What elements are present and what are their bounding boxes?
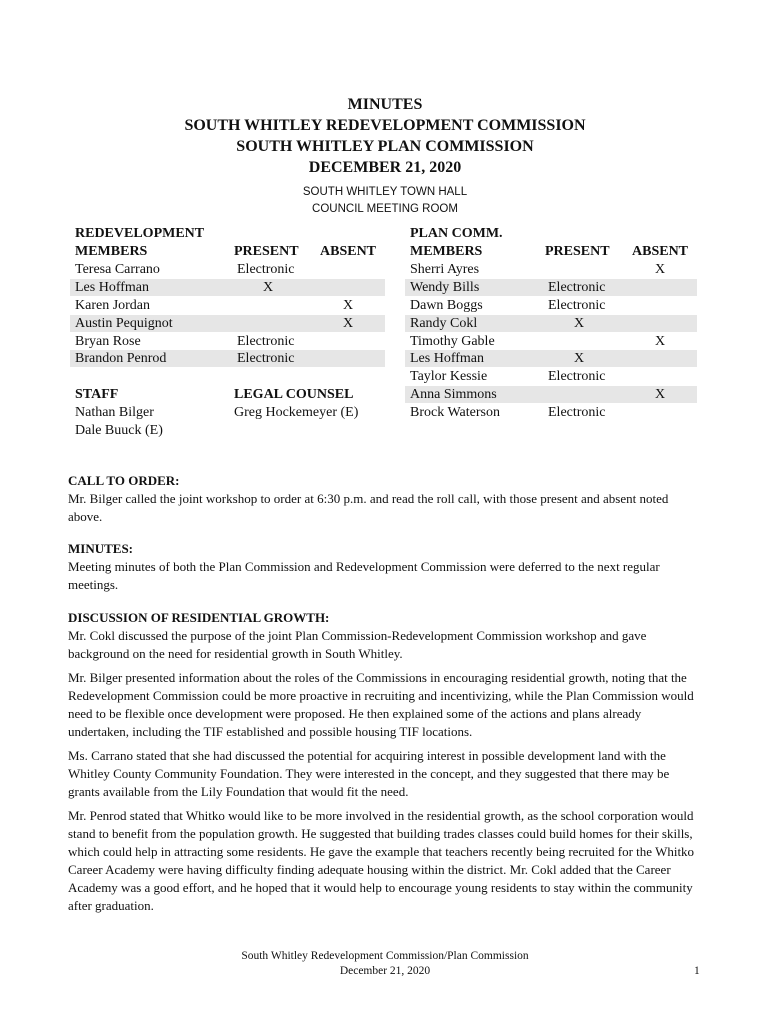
section-paragraph: Mr. Penrod stated that Whitko would like to be more involved in the residential growth, as the school corporation would stand to benefit from the population growth. He suggested that building trades classes could build homes for their skills, which could help in attracting some residents. He gave the example that teachers recently being recruited for the Whitko Career Academy were having difficulty finding adequate housing within the district. Mr. Cokl added that the Career Academy was a good effort, and he hoped that it would help to encourage young residents to stay within the community after graduation.	[68, 808, 695, 913]
redevelopment-member-name: Austin Pequignot	[75, 316, 173, 331]
plan-member-name: Timothy Gable	[410, 334, 495, 349]
plan-absent-header: ABSENT	[632, 244, 689, 259]
staff-name: Dale Buuck (E)	[75, 423, 163, 438]
redevelopment-member-present: Electronic	[237, 334, 295, 349]
redevelopment-member-absent: X	[343, 316, 354, 331]
section-heading: MINUTES:	[68, 541, 134, 556]
redevelopment-member-present: Electronic	[237, 262, 295, 277]
location-line-2: COUNCIL MEETING ROOM	[312, 203, 458, 215]
plan-member-present: Electronic	[548, 280, 606, 295]
redevelopment-member-name: Teresa Carrano	[75, 262, 160, 277]
redevelopment-members-heading: MEMBERS	[75, 244, 148, 259]
minutes-section	[68, 540, 704, 600]
redevelopment-absent-header: ABSENT	[320, 244, 377, 259]
plan-member-name: Randy Cokl	[410, 316, 478, 331]
plan-member-name: Wendy Bills	[410, 280, 480, 295]
plan-member-present: X	[574, 351, 585, 366]
plan-heading: PLAN COMM.	[410, 226, 503, 241]
footer-line-1: South Whitley Redevelopment Commission/Plan Commission	[241, 950, 529, 962]
redevelopment-member-name: Les Hoffman	[75, 280, 149, 295]
section-heading: DISCUSSION OF RESIDENTIAL GROWTH:	[68, 610, 330, 625]
plan-present-header: PRESENT	[545, 244, 610, 259]
page-number: 1	[694, 965, 700, 977]
section-paragraph: Mr. Bilger called the joint workshop to order at 6:30 p.m. and read the roll call, with those present and absent noted above.	[68, 491, 669, 524]
redevelopment-member-present: Electronic	[237, 351, 295, 366]
redevelopment-heading: REDEVELOPMENT	[75, 226, 205, 241]
plan-member-present: Electronic	[548, 369, 606, 384]
plan-member-absent: X	[655, 262, 666, 277]
plan-member-name: Dawn Boggs	[410, 298, 483, 313]
redevelopment-member-present: X	[263, 280, 274, 295]
residential-growth-section	[68, 609, 704, 921]
plan-member-present: X	[574, 316, 585, 331]
redevelopment-member-name: Karen Jordan	[75, 298, 151, 313]
redevelopment-member-name: Bryan Rose	[75, 334, 141, 349]
legal-counsel-heading: LEGAL COUNSEL	[234, 387, 354, 402]
section-paragraph: Meeting minutes of both the Plan Commission and Redevelopment Commission were deferred to the next regular meetings.	[68, 559, 660, 592]
plan-member-name: Sherri Ayres	[410, 262, 480, 277]
section-paragraph: Ms. Carrano stated that she had discussed the potential for acquiring interest in possible development land with the Whitley County Community Foundation. They were interested in the concept, and they suggested that there may be grants available from the Lily Foundation that would fit the need.	[68, 748, 670, 799]
doc-title: MINUTES	[347, 96, 423, 113]
section-paragraph: Mr. Cokl discussed the purpose of the joint Plan Commission-Redevelopment Commission workshop and gave background on the need for residential growth in South Whitley.	[68, 628, 647, 661]
plan-member-name: Les Hoffman	[410, 351, 484, 366]
staff-name: Nathan Bilger	[75, 405, 154, 420]
staff-heading: STAFF	[75, 387, 119, 402]
plan-member-name: Brock Waterson	[410, 405, 500, 420]
redevelopment-present-header: PRESENT	[234, 244, 299, 259]
plan-member-present: Electronic	[548, 405, 606, 420]
section-paragraph: Mr. Bilger presented information about the roles of the Commissions in encouraging residential growth, noting that the Redevelopment Commission could be more proactive in recruiting and incentivizing, while the Plan Commission would need to be flexible once development were proposed. He then explained some of the actions and plans already undertaken, including the TIF established and possible housing TIF locations.	[68, 670, 694, 739]
doc-title-redevelopment: SOUTH WHITLEY REDEVELOPMENT COMMISSION	[184, 117, 586, 134]
plan-member-absent: X	[655, 334, 666, 349]
footer-line-2: December 21, 2020	[339, 965, 431, 977]
doc-title-plan: SOUTH WHITLEY PLAN COMMISSION	[236, 138, 534, 155]
location-line-1: SOUTH WHITLEY TOWN HALL	[302, 186, 468, 198]
plan-member-name: Anna Simmons	[410, 387, 497, 402]
plan-member-absent: X	[655, 387, 666, 402]
redevelopment-member-name: Brandon Penrod	[75, 351, 167, 366]
plan-member-name: Taylor Kessie	[410, 369, 488, 384]
doc-date: DECEMBER 21, 2020	[308, 159, 462, 176]
legal-counsel-name: Greg Hockemeyer (E)	[234, 405, 359, 420]
plan-member-present: Electronic	[548, 298, 606, 313]
redevelopment-member-absent: X	[343, 298, 354, 313]
call-to-order-section	[68, 472, 704, 532]
section-heading: CALL TO ORDER:	[68, 473, 180, 488]
plan-members-heading: MEMBERS	[410, 244, 483, 259]
